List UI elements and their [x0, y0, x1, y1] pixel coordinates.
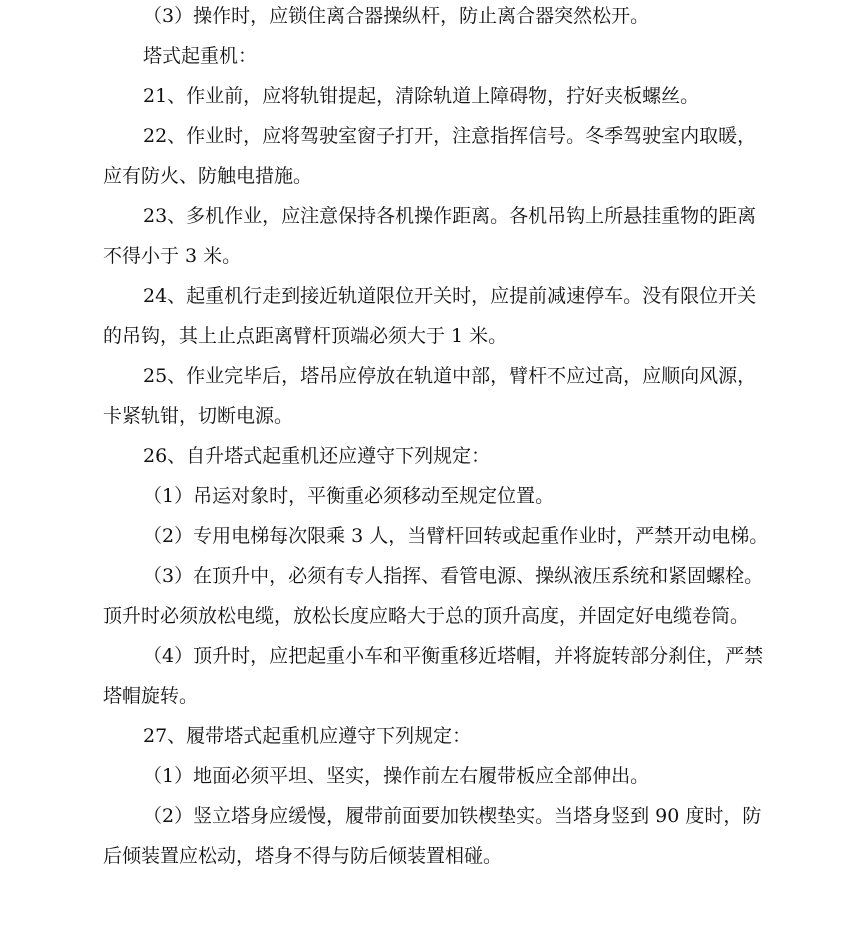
paragraph-27-item-2: （2）竖立塔身应缓慢，履带前面要加铁楔垫实。当塔身竖到 90 度时，防后倾装置应松动，塔身不得与防后倾装置相碰。 — [103, 805, 762, 867]
section-heading-tower-crane: 塔式起重机： — [143, 45, 258, 67]
paragraph-clutch-lock: （3）操作时，应锁住离合器操纵杆，防止离合器突然松开。 — [143, 5, 650, 27]
paragraph-24: 24、起重机行走到接近轨道限位开关时，应提前减速停车。没有限位开关的吊钩，其上止点距离臂杆顶端必须大于 1 米。 — [103, 285, 757, 347]
paragraph-26-item-1: （1）吊运对象时，平衡重必须移动至规定位置。 — [143, 485, 555, 507]
paragraph-23: 23、多机作业，应注意保持各机操作距离。各机吊钩上所悬挂重物的距离不得小于 3 米。 — [103, 205, 757, 267]
paragraph-22: 22、作业时，应将驾驶室窗子打开，注意指挥信号。冬季驾驶室内取暖，应有防火、防触电措施。 — [103, 125, 757, 187]
paragraph-27: 27、履带塔式起重机应遵守下列规定： — [143, 725, 472, 747]
document-body — [103, 0, 769, 876]
paragraph-26-item-3: （3）在顶升中，必须有专人指挥、看管电源、操纵液压系统和紧固螺栓。顶升时必须放松电缆，放松长度应略大于总的顶升高度，并固定好电缆卷筒。 — [103, 565, 764, 627]
paragraph-21: 21、作业前，应将轨钳提起，清除轨道上障碍物，拧好夹板螺丝。 — [143, 85, 700, 107]
paragraph-25: 25、作业完毕后，塔吊应停放在轨道中部，臂杆不应过高，应顺向风源，卡紧轨钳，切断电源。 — [103, 365, 757, 427]
paragraph-26-item-4: （4）顶升时，应把起重小车和平衡重移近塔帽，并将旋转部分刹住，严禁塔帽旋转。 — [103, 645, 764, 707]
paragraph-26-item-2: （2）专用电梯每次限乘 3 人，当臂杆回转或起重作业时，严禁开动电梯。 — [143, 525, 769, 547]
paragraph-27-item-1: （1）地面必须平坦、坚实，操作前左右履带板应全部伸出。 — [143, 765, 650, 787]
paragraph-26: 26、自升塔式起重机还应遵守下列规定： — [143, 445, 491, 467]
